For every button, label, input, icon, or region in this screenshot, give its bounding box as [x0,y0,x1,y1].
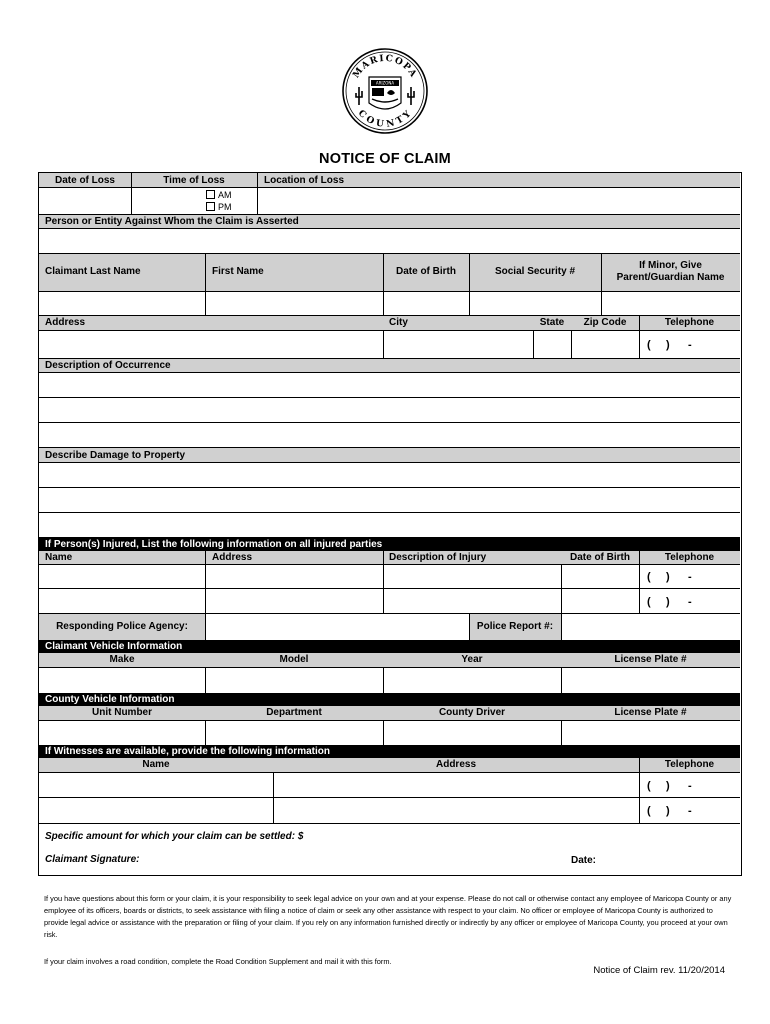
county-plate-label: License Plate # [614,707,687,718]
maricopa-county-seal [341,47,429,135]
form-title: NOTICE OF CLAIM [319,151,451,167]
witness-address-input-2[interactable] [273,797,639,823]
zip-label: Zip Code [583,317,627,328]
date-label: Date: [571,855,597,866]
witness-phone-input-2[interactable]: ( ) - [647,805,692,817]
county-driver-label: County Driver [438,707,506,718]
police-agency-label: Responding Police Agency: [56,621,188,632]
police-report-input[interactable] [561,613,740,640]
injury-description-input-2[interactable] [383,588,561,613]
claimant-plate-input[interactable] [561,667,740,693]
minor-label-line1: If Minor, Give [639,260,702,271]
occurrence-input[interactable] [39,372,740,447]
injured-name-input-2[interactable] [39,588,205,613]
seal-bottom-text: COUNTY [355,108,415,130]
seal-top-text: MARICOPA [351,53,419,81]
settlement-input[interactable] [309,825,729,845]
injured-phone-input-2[interactable]: ( ) - [647,596,692,608]
damage-input[interactable] [39,462,740,537]
time-of-loss-label: Time of Loss [163,175,225,186]
am-label: AM [218,190,232,200]
pm-label: PM [218,202,232,212]
witness-address-label: Address [435,759,476,770]
signature-date-input[interactable] [605,848,735,870]
witness-phone-input-1[interactable]: ( ) - [647,780,692,792]
injury-description-input-1[interactable] [383,564,561,588]
state-input[interactable] [533,330,571,358]
county-driver-input[interactable] [383,720,561,745]
department-label: Department [266,707,322,718]
date-of-loss-label: Date of Loss [54,175,115,186]
county-plate-input[interactable] [561,720,740,745]
minor-label-line2: Parent/Guardian Name [616,272,725,283]
claimant-phone-input[interactable]: ( ) - [647,339,692,351]
witness-name-label: Name [142,759,170,770]
injured-name-label: Name [45,552,73,563]
injured-phone-input-1[interactable]: ( ) - [647,571,692,583]
claimant-vehicle-header: Claimant Vehicle Information [45,641,183,652]
first-name-input[interactable] [205,291,383,315]
date-of-loss-input[interactable] [39,187,131,214]
revision-label: Notice of Claim rev. 11/20/2014 [593,965,725,976]
guardian-name-input[interactable] [601,291,740,315]
model-label: Model [279,654,309,665]
injured-dob-input-1[interactable] [561,564,639,588]
road-condition-note: If your claim involves a road condition, complete the Road Condition Supplement and mail it with this form. [44,957,392,966]
city-input[interactable] [383,330,533,358]
seal-banner: ARIZONA [375,80,395,86]
injured-address-input-2[interactable] [205,588,383,613]
department-input[interactable] [205,720,383,745]
injured-telephone-label: Telephone [664,552,715,563]
injured-dob-label: Date of Birth [570,552,630,563]
unit-number-input[interactable] [39,720,205,745]
witness-name-input-1[interactable] [39,772,273,797]
injured-address-input-1[interactable] [205,564,383,588]
witness-telephone-label: Telephone [664,759,715,770]
state-label: State [539,317,565,328]
make-input[interactable] [39,667,205,693]
location-of-loss-input[interactable] [257,187,740,214]
year-input[interactable] [383,667,561,693]
first-name-label: First Name [212,266,264,277]
person-entity-input[interactable] [39,228,740,253]
settlement-label: Specific amount for which your claim can be settled: $ [45,831,304,842]
claimant-dob-label: Date of Birth [396,266,456,277]
address-input[interactable] [39,330,383,358]
claim-form [38,172,742,876]
claimant-last-name-label: Claimant Last Name [45,266,141,277]
disclaimer-paragraph: If you have questions about this form or your claim, it is your responsibility to seek legal advice on your own and at your expense. Please do not call or otherwise contact any employee of Maricopa County or any employee of its officers, boards or districts, to seek assistance with filing a notice of claim or seek any other assistance with respect to your claim. No officer or employee of Maricopa County is authorized to provide legal advice or assistance with the preparation or filing of your claim. If you rely on any information furnished directly or indirectly by any officer or employee of Maricopa County, you proceed at your own risk. [44,894,732,939]
occurrence-label: Description of Occurrence [45,360,171,371]
injured-header: If Person(s) Injured, List the following information on all injured parties [45,539,383,550]
telephone-label: Telephone [664,317,715,328]
witnesses-header: If Witnesses are available, provide the following information [45,746,330,757]
model-input[interactable] [205,667,383,693]
make-label: Make [109,654,135,665]
address-label: Address [45,317,86,328]
witness-name-input-2[interactable] [39,797,273,823]
ssn-input[interactable] [469,291,601,315]
pm-checkbox[interactable] [206,202,215,211]
injured-address-label: Address [212,552,253,563]
witness-address-input-1[interactable] [273,772,639,797]
signature-label: Claimant Signature: [45,854,140,865]
signature-input[interactable] [149,848,549,870]
ssn-label: Social Security # [494,266,576,277]
claimant-plate-label: License Plate # [614,654,687,665]
police-report-label: Police Report #: [476,621,554,632]
injured-name-input-1[interactable] [39,564,205,588]
unit-number-label: Unit Number [92,707,152,718]
injured-dob-input-2[interactable] [561,588,639,613]
city-label: City [389,317,408,328]
injury-description-label: Description of Injury [389,552,487,563]
year-label: Year [461,654,483,665]
damage-label: Describe Damage to Property [45,450,186,461]
county-vehicle-header: County Vehicle Information [45,694,175,705]
claimant-dob-input[interactable] [383,291,469,315]
location-of-loss-label: Location of Loss [264,175,344,186]
zip-input[interactable] [571,330,639,358]
claimant-last-name-input[interactable] [39,291,205,315]
am-checkbox[interactable] [206,190,215,199]
person-entity-label: Person or Entity Against Whom the Claim is Asserted [45,216,299,227]
police-agency-input[interactable] [205,613,469,640]
